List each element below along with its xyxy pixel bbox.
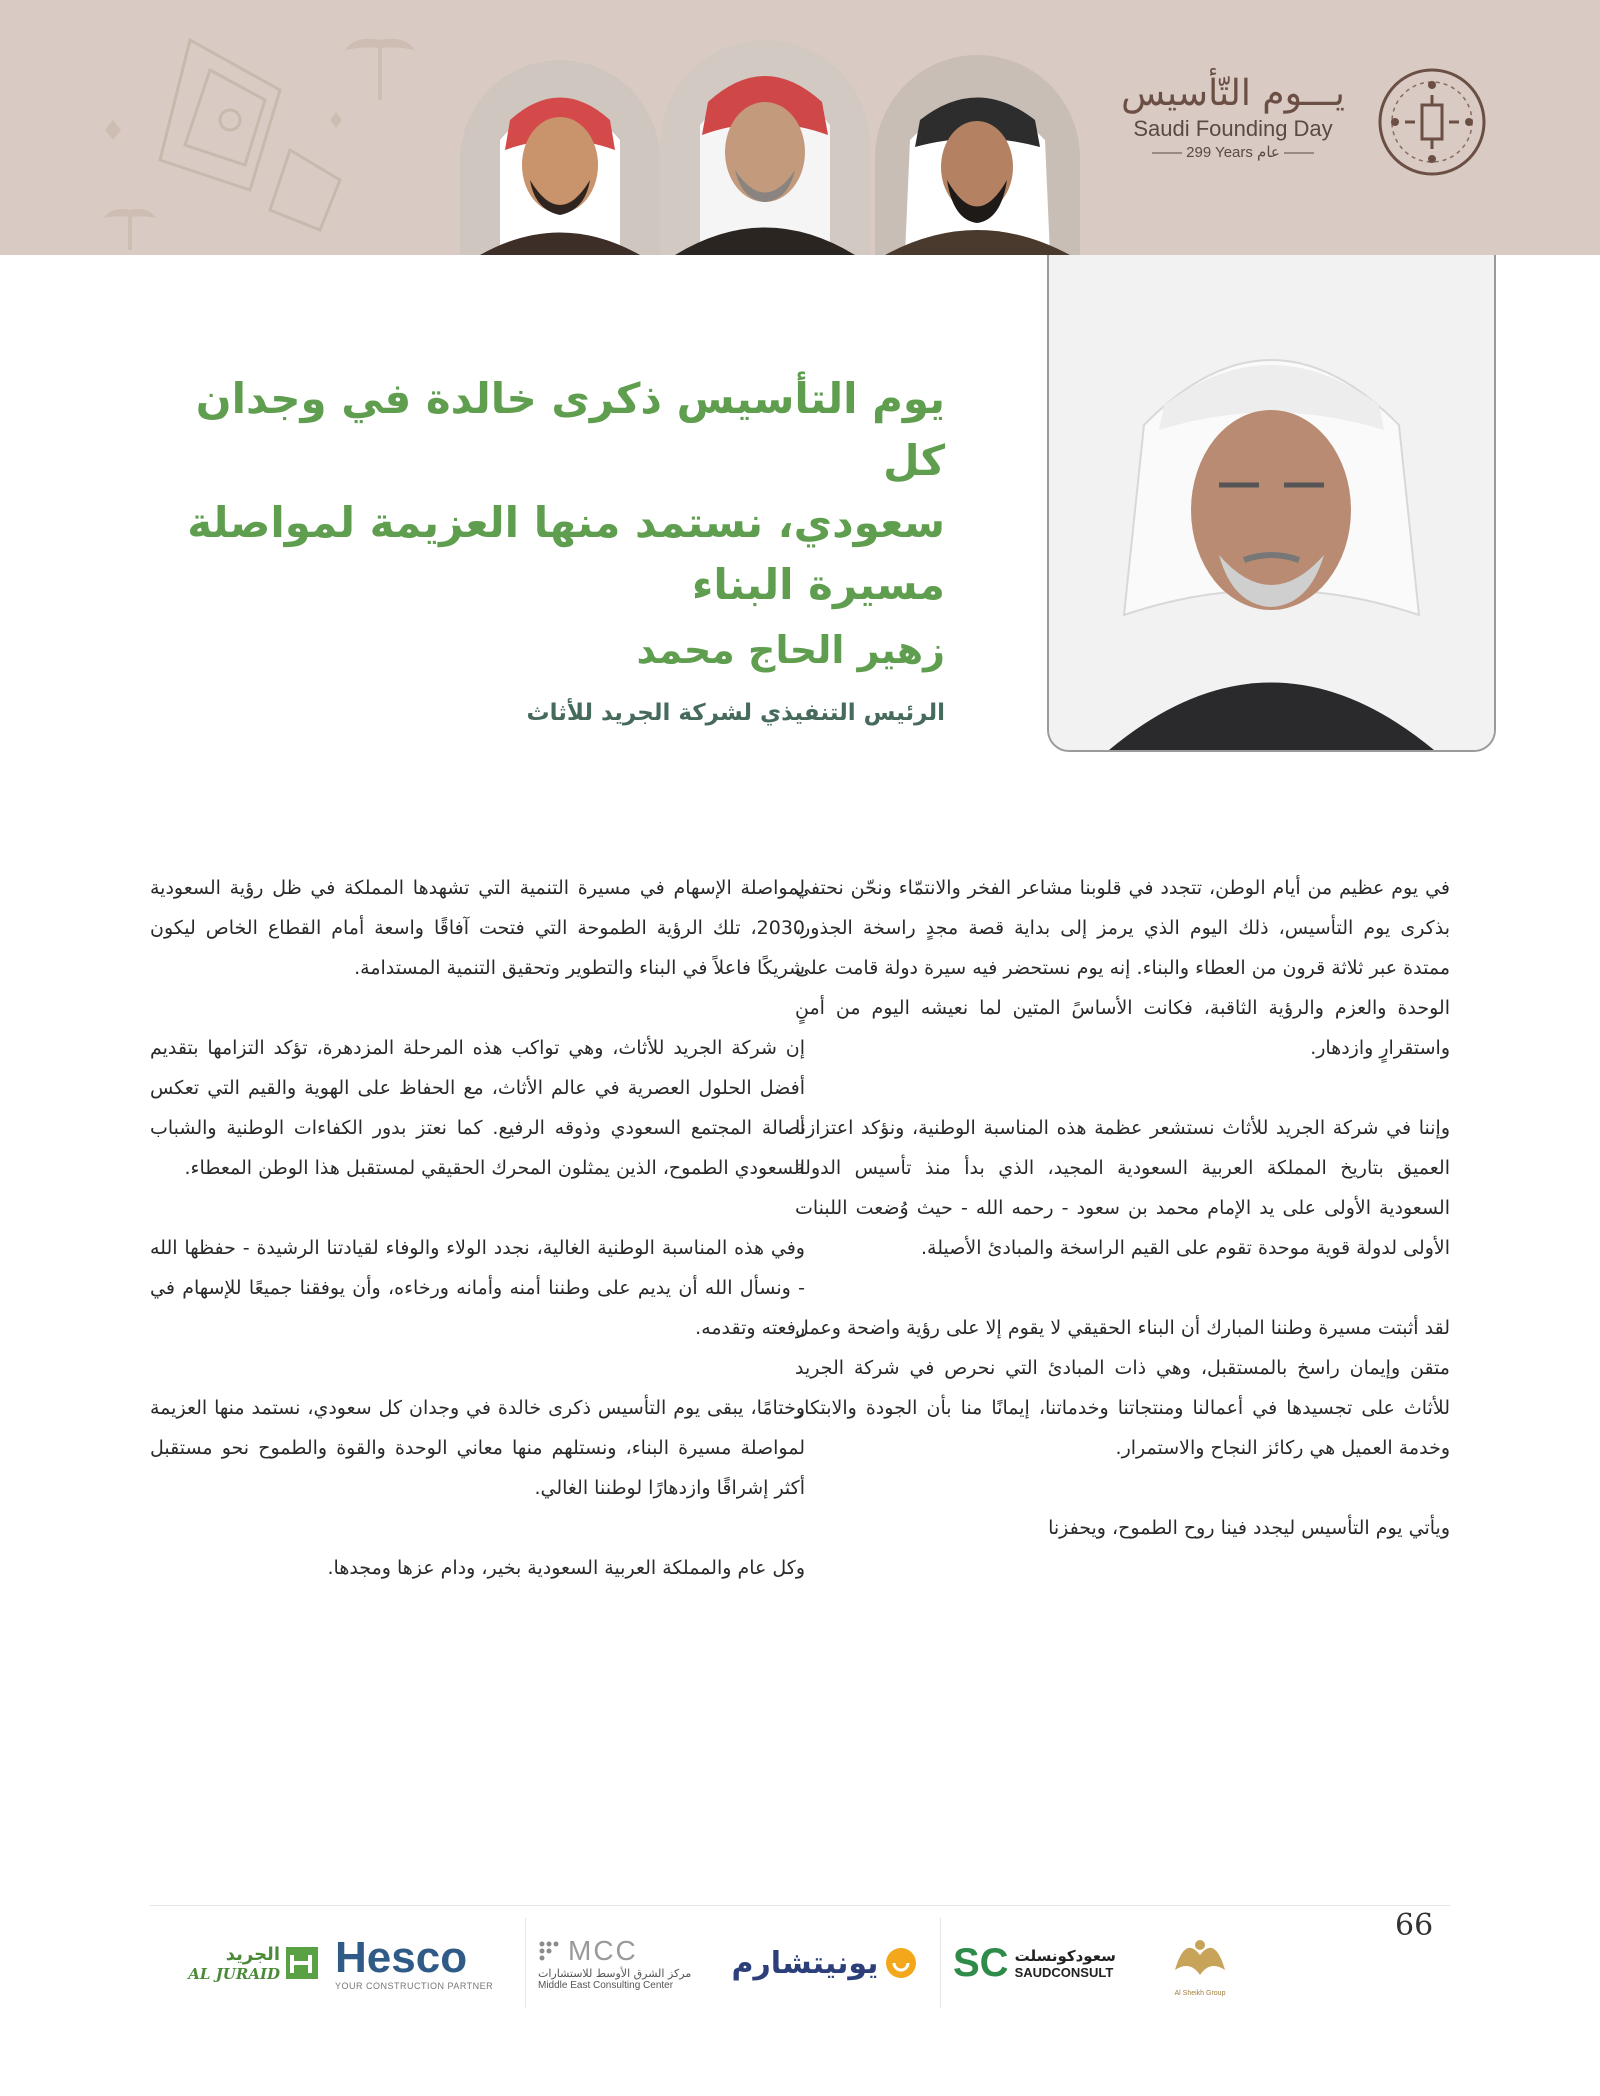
leaders-portraits	[460, 30, 1080, 255]
gold-brand-name: Al Sheikh Group	[1174, 1989, 1226, 1997]
aljuraid-mark-icon	[284, 1945, 320, 1981]
saudconsult-mark: SC	[953, 1940, 1009, 1985]
sponsor-unicharm-logo	[730, 1918, 920, 2008]
logo-english-text: Saudi Founding Day	[1133, 116, 1333, 141]
author-name: زهير الحاج محمد	[636, 628, 945, 672]
sponsor-aljuraid-logo	[160, 1918, 320, 2008]
unicharm-circle-icon	[884, 1946, 918, 1980]
paragraph: إن شركة الجريد للأثاث، وهي تواكب هذه المرحلة المزدهرة، تؤكد التزامها بتقديم أفضل الحلول العصرية في عالم الأثاث، مع الحفاظ على الهوية والقيم التي تعكس أصالة المجتمع السعودي وذوقه الرفيع. كما نعتز بدور الكفاءات الوطنية والشباب السعودي الطموح، الذين يمثلون المحرك الحقيقي لمستقبل هذا الوطن المعطاء.	[150, 1037, 805, 1179]
paragraph: لقد أثبتت مسيرة وطننا المبارك أن البناء الحقيقي لا يقوم إلا على رؤية واضحة وعمل متقن وإيمان راسخ بالمستقبل، وهي ذات المبادئ التي نحرص في شركة الجريد للأثاث على تجسيدها في أعمالنا ومنتجاتنا وخدماتنا، إيمانًا منا بأن الجودة والابتكار وخدمة العميل هي ركائز النجاح والاستمرار.	[795, 1317, 1450, 1459]
paragraph: وفي هذه المناسبة الوطنية الغالية، نجدد الولاء والوفاء لقيادتنا الرشيدة - حفظها الله - ونسأل الله أن يديم على وطننا أمنه وأمانه ورخاءه، وأن يوفقنا جميعًا للإسهام في رفعته وتقدمه.	[150, 1237, 805, 1339]
sponsor-mcc-logo	[525, 1918, 728, 2008]
portrait-king-abdulaziz	[875, 55, 1080, 255]
paragraph: في يوم عظيم من أيام الوطن، تتجدد في قلوبنا مشاعر الفخر والانتمّاء ونحّن نحتفي بذكرى يوم التأسيس، ذلك اليوم الذي يرمز إلى بداية قصة مجدٍ راسخة الجذور، ممتدة عبر ثلاثة قرون من العطاء والبناء. إنه يوم نستحضر فيه سيرة دولة قامت على الوحدة والعزم والرؤية الثاقبة، فكانت الأساسً المتين لما نعيشه اليوم من أمنٍ واستقرارٍ وازدهار.	[795, 877, 1450, 1059]
mcc-dots-icon	[538, 1940, 568, 1962]
title-line: مسيرة البناء	[691, 560, 945, 609]
paragraph: ويأتي يوم التأسيس ليجدد فينا روح الطموح، ويحفزنا	[1048, 1517, 1450, 1539]
paragraph: لمواصلة الإسهام في مسيرة التنمية التي تشهدها المملكة في ظل رؤية السعودية 2030، تلك الرؤية الطموحة التي فتحت آفاقًا واسعة أمام القطاع الخاص ليكون شريكًا فاعلاً في البناء والتطوير وتحقيق التنمية المستدامة.	[150, 877, 805, 979]
mcc-wordmark: MCC	[568, 1935, 638, 1966]
unicharm-wordmark: يونيتشارم	[731, 1945, 879, 1981]
aljuraid-arabic: الجريد	[225, 1943, 280, 1965]
paragraph: وإننا في شركة الجريد للأثاث نستشعر عظمة هذه المناسبة الوطنية، ونؤكد اعتزازنا العميق بتاريخ المملكة العربية السعودية المجيد، الذي بدأ منذ تأسيس الدولة السعودية الأولى على يد الإمام محمد بن سعود - رحمه الله - حيث وُضعت اللبنات الأولى لدولة قوية موحدة تقوم على القيم الراسخة والمبادئ الأصيلة.	[795, 1117, 1450, 1259]
article-column-left	[150, 868, 805, 1588]
mcc-english-name: Middle East Consulting Center	[538, 1980, 674, 1991]
logo-arabic-text: يـــوم التّأسيس	[1121, 73, 1345, 114]
founding-day-logo	[1108, 72, 1358, 164]
title-line: سعودي، نستمد منها العزيمة لمواصلة	[187, 498, 945, 547]
sponsor-saudconsult-logo	[940, 1918, 1153, 2008]
saudconsult-arabic: سعودكونسلت	[1014, 1946, 1116, 1965]
sponsor-hesco-logo	[335, 1918, 515, 2008]
sponsor-gold-calligraphy-logo	[1150, 1918, 1250, 2008]
saudconsult-english: SAUDCONSULT	[1014, 1964, 1114, 1980]
article-column-right	[795, 868, 1450, 1548]
paragraph: وختامًا، يبقى يوم التأسيس ذكرى خالدة في وجدان كل سعودي، نستمد منها العزيمة لمواصلة مسيرة البناء، ونستلهم منها معاني الوحدة والقوة والطموح نحو مستقبل أكثر إشراقًا وازدهارًا لوطننا الغالي.	[150, 1397, 805, 1499]
hesco-wordmark: Hesco	[335, 1933, 468, 1982]
founding-day-emblem-icon	[1375, 65, 1490, 180]
portrait-crown-prince	[460, 60, 660, 255]
footer-divider	[150, 1905, 1450, 1906]
hesco-tagline: YOUR CONSTRUCTION PARTNER	[335, 1981, 494, 1991]
mcc-arabic-name: مركز الشرق الأوسط للاستشارات	[538, 1967, 692, 1980]
sponsors-footer	[150, 1918, 1450, 2008]
page-number: 66	[1395, 1908, 1434, 1943]
article-title	[140, 368, 945, 616]
author-role: الرئيس التنفيذي لشركة الجريد للأثاث	[526, 700, 945, 726]
aljuraid-english: AL JURAID	[188, 1964, 280, 1983]
logo-years-text: —— 299 Years عام ——	[1151, 144, 1315, 161]
paragraph: وكل عام والمملكة العربية السعودية بخير، ودام عزها ومجدها.	[327, 1557, 805, 1579]
title-line: يوم التأسيس ذكرى خالدة في وجدان كل	[195, 374, 945, 485]
portrait-king-salman	[660, 40, 870, 255]
header-banner	[0, 0, 1600, 255]
gold-calligraphy-emblem-icon	[1165, 1930, 1235, 1990]
author-photo	[1047, 255, 1496, 752]
